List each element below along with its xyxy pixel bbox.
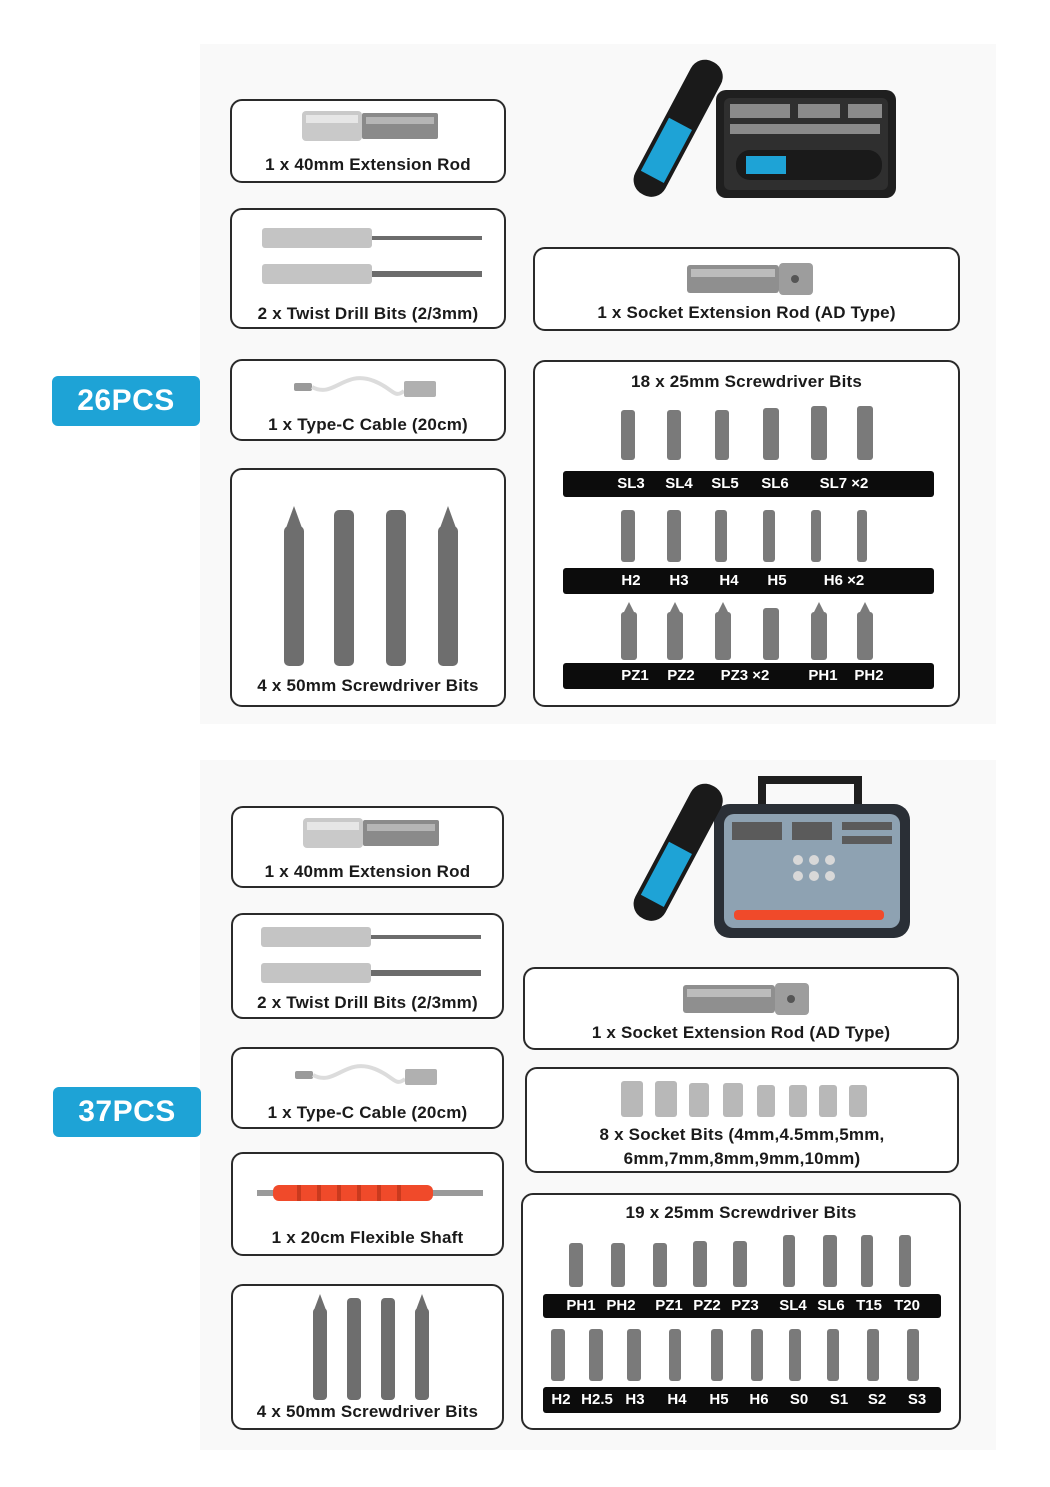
kit26-bits25-card [533, 360, 960, 707]
slotted-bits-row [621, 406, 881, 462]
bit-label: H4 [667, 1391, 687, 1408]
kit37-badge: 37PCS [53, 1087, 201, 1137]
bit-label: H2 [621, 572, 641, 589]
bit-label: SL3 [617, 475, 645, 492]
kit26-socket-ext-card [533, 247, 960, 331]
bit-label: PZ2 [667, 667, 695, 684]
bit-label: SL7 ×2 [819, 475, 869, 492]
bit-label: PH1 [808, 667, 838, 684]
phillips-bits-row [621, 602, 881, 662]
extension-rod-icon [302, 109, 438, 145]
bit-label: T15 [856, 1297, 882, 1314]
usb-cable-icon [295, 1057, 439, 1091]
bit-label: S1 [829, 1391, 849, 1408]
bit-label: H2.5 [581, 1391, 613, 1408]
kit26-typec-card [230, 359, 506, 441]
bit-label: H6 [749, 1391, 769, 1408]
kit37-bits50-label: 4 x 50mm Screwdriver Bits [256, 1402, 479, 1421]
bit-label: PH2 [854, 667, 884, 684]
bit-label: PZ3 ×2 [720, 667, 770, 684]
kit37-socket-ext-card [523, 967, 959, 1050]
kit37-flex-shaft-card [231, 1152, 504, 1256]
bit-label: S2 [867, 1391, 887, 1408]
kit26-bits50-label: 4 x 50mm Screwdriver Bits [257, 676, 479, 695]
kit37-socket-bits-card [525, 1067, 959, 1173]
kit37-bits50-card [231, 1284, 504, 1430]
flexible-shaft-icon [257, 1182, 483, 1206]
bit-label: PH2 [606, 1297, 636, 1314]
kit37-socket-ext-label: 1 x Socket Extension Rod (AD Type) [591, 1023, 891, 1042]
bit-label: H3 [625, 1391, 645, 1408]
bit-label: SL4 [665, 475, 693, 492]
bit-label: H2 [551, 1391, 571, 1408]
kit26-twist-drill-card [230, 208, 506, 329]
kit37-socket-bits-label-1: 8 x Socket Bits (4mm,4.5mm,5mm, [599, 1125, 885, 1144]
bit-label: PZ1 [655, 1297, 683, 1314]
socket-extension-icon [687, 261, 815, 295]
bit-label: T20 [894, 1297, 920, 1314]
bit-label: PH1 [566, 1297, 596, 1314]
bit-label: H4 [719, 572, 739, 589]
long-bits-icon [282, 506, 462, 666]
kit26-bits50-card [230, 468, 506, 707]
screwdriver-case-image [612, 62, 902, 202]
bit-label: H5 [767, 572, 787, 589]
extension-rod-icon [303, 816, 439, 852]
bit-label: SL6 [817, 1297, 845, 1314]
kit26-extension-rod-label: 1 x 40mm Extension Rod [265, 155, 471, 174]
kit26-twist-drill-label: 2 x Twist Drill Bits (2/3mm) [257, 304, 479, 323]
bit-label: H6 ×2 [823, 572, 865, 589]
kit37-bits25-title: 19 x 25mm Screwdriver Bits [625, 1203, 857, 1222]
twist-drill-icon [262, 226, 484, 288]
socket-bits-icon [621, 1079, 869, 1119]
bit-label: PZ3 [731, 1297, 759, 1314]
bit-label: SL5 [711, 475, 739, 492]
kit37-extension-rod-card [231, 806, 504, 888]
kit37-typec-card [231, 1047, 504, 1129]
screwdriver-case-image [612, 776, 912, 942]
bit-label: H3 [669, 572, 689, 589]
kit37-twist-drill-label: 2 x Twist Drill Bits (2/3mm) [257, 993, 478, 1012]
bit-label: PZ2 [693, 1297, 721, 1314]
long-bits-icon [311, 1294, 431, 1400]
bit-label: SL4 [779, 1297, 807, 1314]
bit-label: S3 [907, 1391, 927, 1408]
kit26-badge: 26PCS [52, 376, 200, 426]
hex-bits-row [621, 508, 881, 564]
twist-drill-icon [261, 925, 483, 987]
kit37-twist-drill-card [231, 913, 504, 1019]
kit37-extension-rod-label: 1 x 40mm Extension Rod [264, 862, 471, 881]
mixed-bits-row [569, 1233, 919, 1289]
bit-label: SL6 [761, 475, 789, 492]
kit26-socket-ext-label: 1 x Socket Extension Rod (AD Type) [597, 303, 896, 322]
kit26-bits25-title: 18 x 25mm Screwdriver Bits [630, 372, 863, 391]
hex-torx-bits-row [551, 1327, 931, 1383]
kit26-typec-label: 1 x Type-C Cable (20cm) [268, 415, 468, 434]
bit-label: PZ1 [621, 667, 649, 684]
kit37-socket-bits-label-2: 6mm,7mm,8mm,9mm,10mm) [623, 1149, 861, 1168]
kit37-flex-shaft-label: 1 x 20cm Flexible Shaft [271, 1228, 464, 1247]
usb-cable-icon [294, 369, 438, 403]
kit26-extension-rod-card [230, 99, 506, 183]
bit-label: H5 [709, 1391, 729, 1408]
kit37-typec-label: 1 x Type-C Cable (20cm) [267, 1103, 468, 1122]
bit-label: S0 [789, 1391, 809, 1408]
socket-extension-icon [683, 981, 811, 1015]
kit37-bits25-card [521, 1193, 961, 1430]
